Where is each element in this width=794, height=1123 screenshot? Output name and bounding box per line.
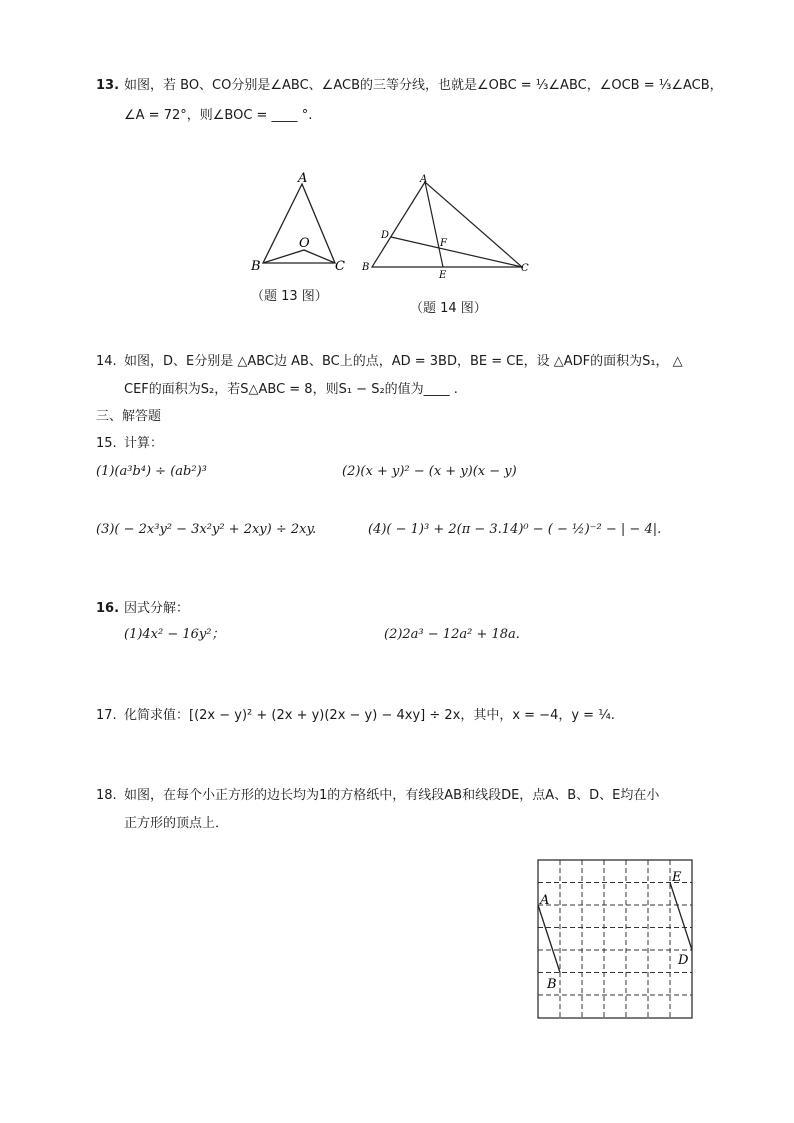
caption-14: （题 14 图） <box>410 301 487 316</box>
section-heading: 三、解答题 <box>96 409 162 424</box>
q13-number: 13. <box>96 78 120 93</box>
q17-number: 17. <box>96 708 117 723</box>
figure-14 <box>360 172 540 284</box>
label-c-13: C <box>335 259 345 274</box>
q15-number: 15. <box>96 436 117 451</box>
q15-part4: (4)( − 1)³ + 2(π − 3.14)⁰ − ( − ½)⁻² − | − 4|. <box>368 522 662 537</box>
label-d-14: D <box>381 230 390 241</box>
label-b-18: B <box>547 977 557 992</box>
q14-line2: CEF的面积为S₂，若S△ABC = 8，则S₁ − S₂的值为____ . <box>124 382 458 397</box>
segment-dc <box>391 237 522 267</box>
label-b-14: B <box>362 262 370 273</box>
q13-line2: ∠A = 72°，则∠BOC = ____ °. <box>124 108 313 123</box>
q15-part2: (2)(x + y)² − (x + y)(x − y) <box>342 464 517 479</box>
q16-part2: (2)2a³ − 12a² + 18a. <box>384 627 520 642</box>
label-o-13: O <box>299 236 310 251</box>
label-e-14: E <box>439 270 447 281</box>
q14-number: 14. <box>96 354 117 369</box>
q18-line1: 如图，在每个小正方形的边长均为1的方格纸中，有线段AB和线段DE，点A、B、D、E均在小 <box>124 788 660 803</box>
q17-text: 化简求值：[(2x − y)² + (2x + y)(2x − y) − 4xy] ÷ 2x，其中，x = −4，y = ¼. <box>124 708 615 723</box>
label-d-18: D <box>678 953 689 968</box>
label-a-18: A <box>540 893 550 908</box>
q13-line1: 如图，若 BO、CO分别是∠ABC、∠ACB的三等分线，也就是∠OBC = ⅓∠ABC，∠OCB = ⅓∠ACB， <box>124 78 723 93</box>
grid-border <box>538 860 692 1018</box>
q16-part1: (1)4x² − 16y²； <box>124 627 225 642</box>
q15-part3: (3)( − 2x³y² − 3x²y² + 2xy) ÷ 2xy. <box>96 522 317 537</box>
figure-13 <box>245 170 355 280</box>
label-a-13: A <box>298 171 308 186</box>
q16-number: 16. <box>96 601 120 616</box>
grid-dashed-lines <box>538 860 692 1018</box>
q16-title: 因式分解： <box>124 601 190 616</box>
q14-line1: 如图，D、E分别是 △ABC边 AB、BC上的点，AD = 3BD，BE = CE，设 △ADF的面积为S₁， △ <box>124 354 683 369</box>
label-e-18: E <box>672 870 682 885</box>
segment-ab <box>538 905 560 973</box>
angle-boc-lines <box>263 250 335 263</box>
q18-line2: 正方形的顶点上． <box>124 816 229 831</box>
label-a-14: A <box>420 174 428 185</box>
q15-part1: (1)(a³b⁴) ÷ (ab²)³ <box>96 464 207 479</box>
q15-title: 计算： <box>124 436 164 451</box>
caption-13: （题 13 图） <box>251 289 328 304</box>
segment-de <box>670 883 692 951</box>
triangle-abc-14 <box>372 182 522 267</box>
label-b-13: B <box>251 259 261 274</box>
label-f-14: F <box>440 238 447 249</box>
label-c-14: C <box>521 263 529 274</box>
q18-number: 18. <box>96 788 117 803</box>
grid-figure <box>530 852 700 1027</box>
